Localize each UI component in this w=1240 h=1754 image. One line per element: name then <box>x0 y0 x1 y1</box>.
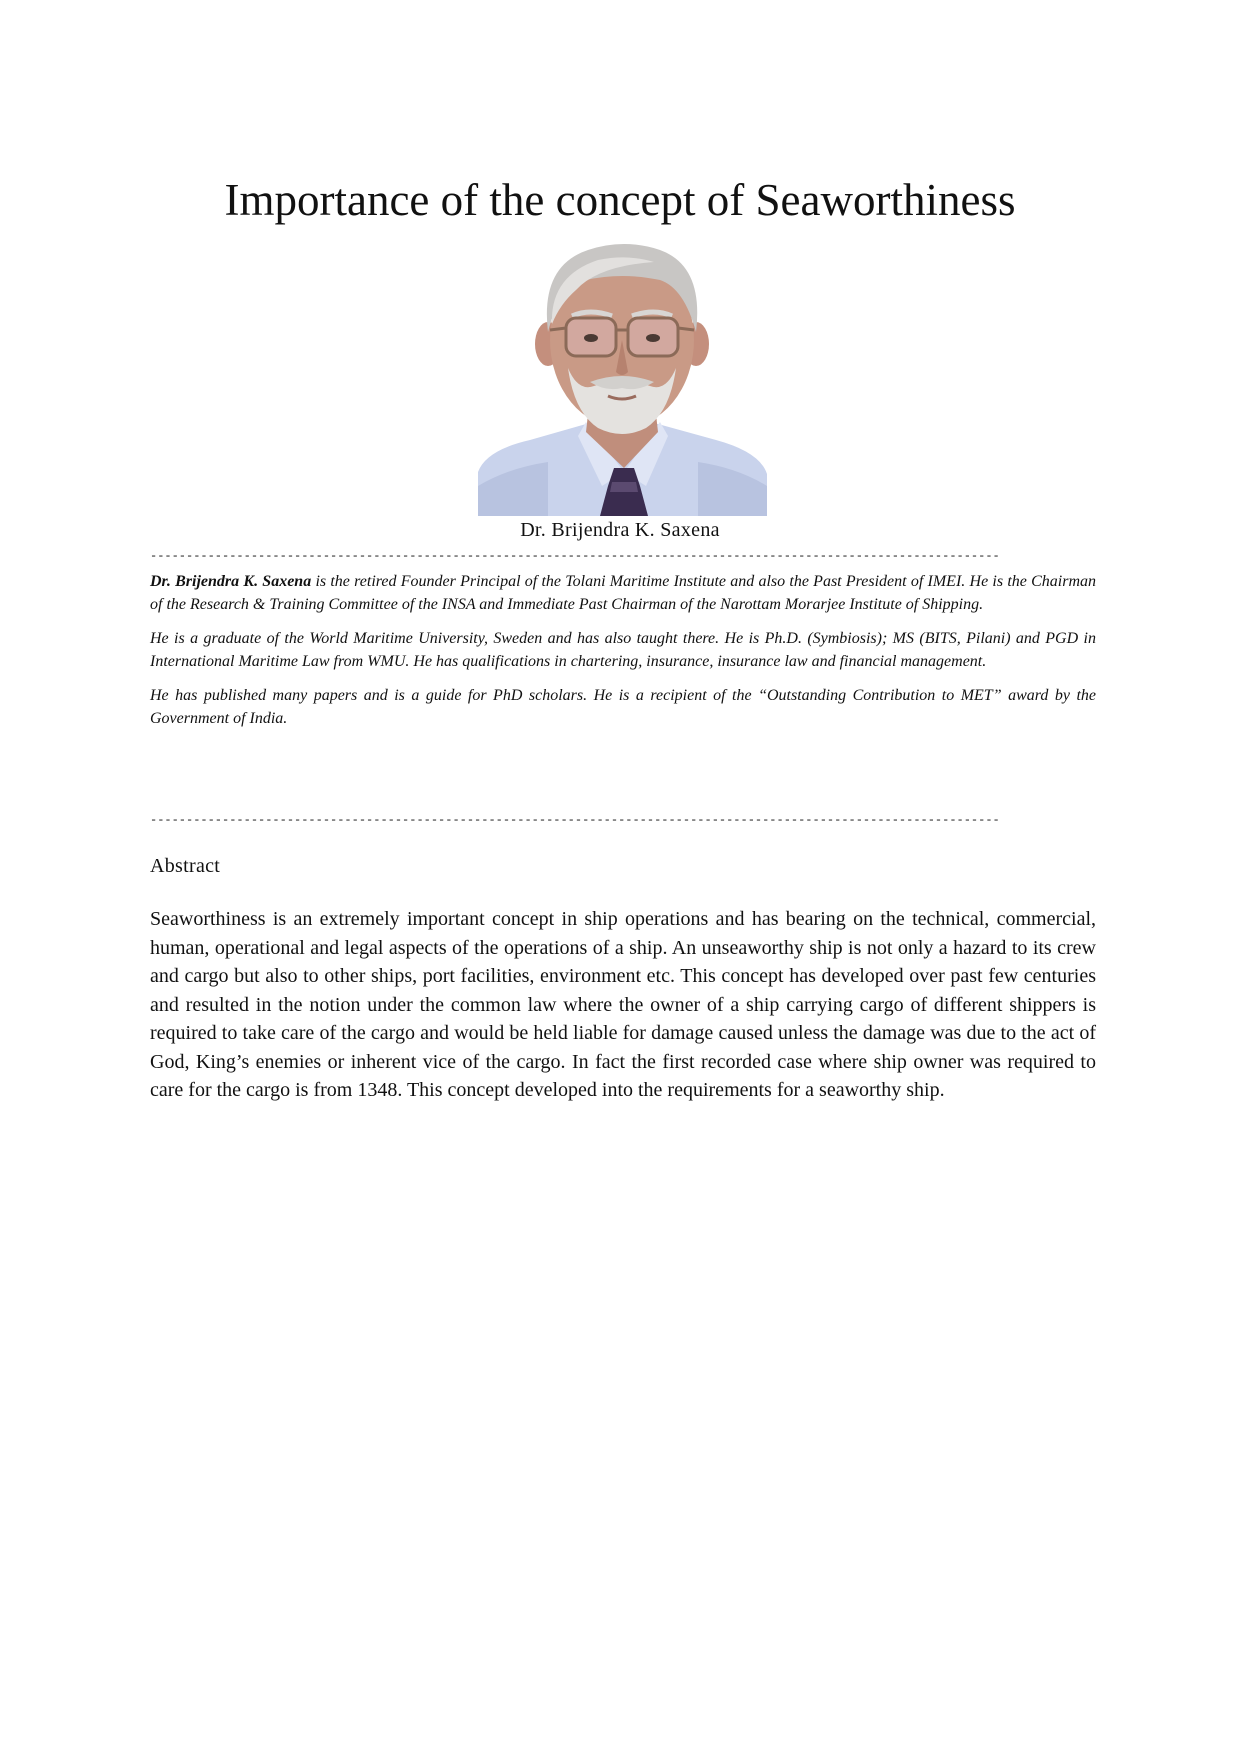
bio-author-name: Dr. Brijendra K. Saxena <box>150 573 312 590</box>
page-title: Importance of the concept of Seaworthiness <box>224 175 1016 225</box>
separator-bottom: ---------------------------------------------------------------------------------------------------------------------- <box>150 813 1000 827</box>
author-bio <box>150 570 1096 741</box>
abstract-text: Seaworthiness is an extremely important concept in ship operations and has bearing on the technical, commercial, human, operational and legal aspects of the operations of a ship. An unseaworthy ship is not only a hazard to its crew and cargo but also to other ships, port facilities, environment etc. This concept has developed over past few centuries and resulted in the notion under the common law where the owner of a ship carrying cargo of different shippers is required to take care of the cargo and would be held liable for damage caused unless the damage was due to the act of God, King’s enemies or inherent vice of the cargo. In fact the first recorded case where ship owner was required to care for the cargo is from 1348. This concept developed into the requirements for a seaworthy ship. <box>150 908 1096 1101</box>
abstract-heading: Abstract <box>150 855 221 877</box>
separator-top: ---------------------------------------------------------------------------------------------------------------------- <box>150 549 1000 563</box>
bio-paragraph-2: He is a graduate of the World Maritime University, Sweden and has also taught there. He is Ph.D. (Symbiosis); MS (BITS, Pilani) and PGD in International Maritime Law from WMU. He has qualifications in chartering, insurance, insurance law and financial management. <box>150 630 1096 670</box>
author-portrait <box>478 236 767 516</box>
author-caption: Dr. Brijendra K. Saxena <box>520 519 720 541</box>
bio-paragraph-1-text: is the retired Founder Principal of the Tolani Maritime Institute and also the Past President of IMEI. He is the Chairman of the Research & Training Committee of the INSA and Immediate Past Chairman of the Narottam Morarjee Institute of Shipping. <box>150 573 1097 613</box>
bio-paragraph-3: He has published many papers and is a guide for PhD scholars. He is a recipient of the “Outstanding Contribution to MET” award by the Government of India. <box>150 687 1096 727</box>
bio-paragraph-1 <box>150 570 1096 616</box>
